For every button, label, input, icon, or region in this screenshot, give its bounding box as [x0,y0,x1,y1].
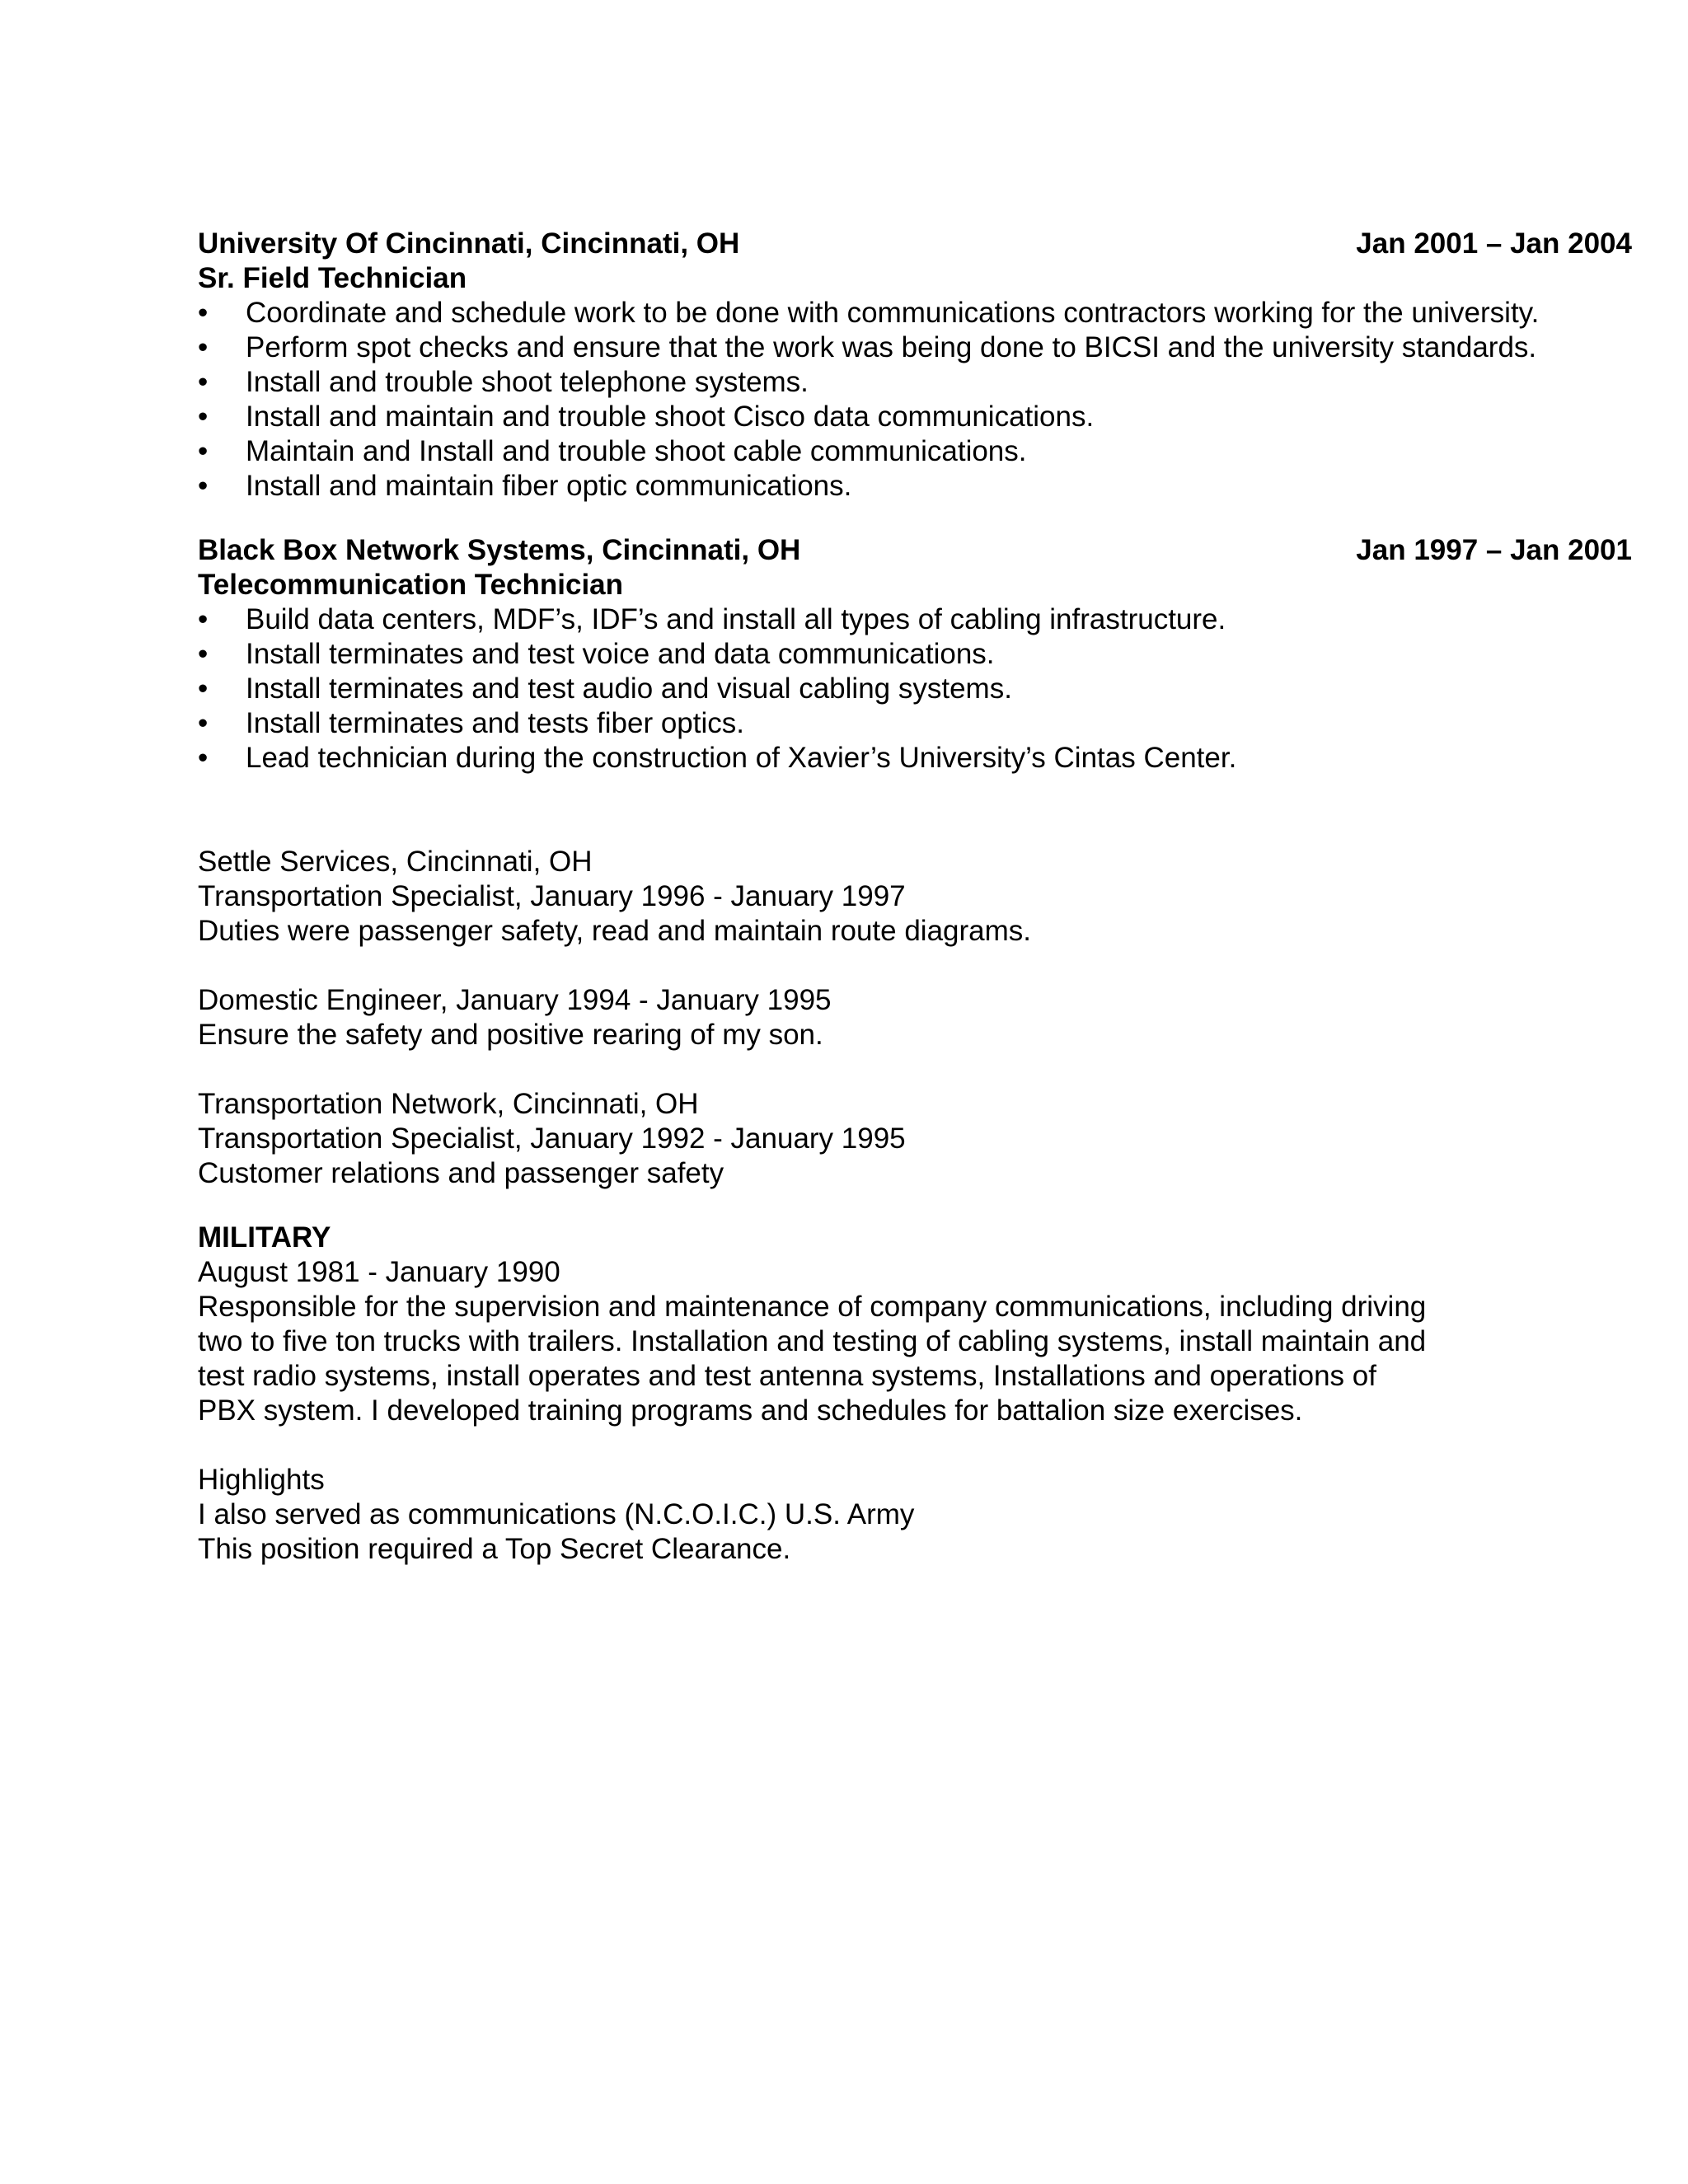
military-dates: August 1981 - January 1990 [198,1256,560,1288]
bullet-icon: • [198,707,209,739]
military-description: Responsible for the supervision and maintenance of company communications, including driving two to five ton trucks with trailers. Installation and testing of cabling systems, install maintain and test radio systems, install operates and test antenna systems, Installations and operations of PBX system. I developed training programs and schedules for battalion size exercises. [198,1291,1427,1427]
military-heading: MILITARY [198,1221,331,1254]
duty-item: • Install terminates and tests fiber optics. [198,707,744,739]
other-job [198,983,1632,1052]
employer: Black Box Network Systems, Cincinnati, OH [198,534,801,566]
other-job-employer: Transportation Network, Cincinnati, OH [198,1088,699,1120]
bullet-icon: • [198,742,209,774]
resume-page [198,227,1632,1567]
bullet-icon: • [198,638,209,670]
other-job-title: Domestic Engineer, January 1994 - January 1995 [198,984,832,1016]
bullet-icon: • [198,401,209,433]
duty-item: • Coordinate and schedule work to be done with communications contractors working for the university. [198,297,1540,329]
other-job [198,1087,1632,1191]
other-job-description: Ensure the safety and positive rearing of my son. [198,1019,823,1051]
other-job-title: Transportation Specialist, January 1996 - January 1997 [198,880,906,912]
employer: University Of Cincinnati, Cincinnati, OH [198,227,740,260]
duty-item: • Maintain and Install and trouble shoot cable communications. [198,435,1027,467]
duty-item: • Install terminates and test voice and data communications. [198,638,995,670]
other-job-description: Customer relations and passenger safety [198,1157,724,1189]
duty-item: • Install and trouble shoot telephone systems. [198,366,809,398]
duty-list [198,296,1632,504]
duty-item: • Build data centers, MDF’s, IDF’s and install all types of cabling infrastructure. [198,603,1226,635]
highlights-heading: Highlights [198,1464,325,1496]
duty-item: • Perform spot checks and ensure that the work was being done to BICSI and the university standards. [198,331,1537,363]
highlight-item: I also served as communications (N.C.O.I.C.) U.S. Army [198,1498,915,1530]
duty-item: • Install and maintain fiber optic communications. [198,470,852,502]
duty-list [198,602,1632,776]
other-job-title: Transportation Specialist, January 1992 - January 1995 [198,1122,906,1155]
job-header [198,227,1632,261]
bullet-icon: • [198,435,209,467]
job-header [198,533,1632,568]
bullet-icon: • [198,297,209,329]
highlight-item: This position required a Top Secret Clearance. [198,1533,791,1565]
other-job [198,845,1632,949]
bullet-icon: • [198,331,209,363]
bullet-icon: • [198,673,209,705]
bullet-icon: • [198,470,209,502]
duty-item: • Lead technician during the construction of Xavier’s University’s Cintas Center. [198,742,1237,774]
job-dates: Jan 1997 – Jan 2001 [1356,534,1632,566]
other-job-description: Duties were passenger safety, read and maintain route diagrams. [198,915,1032,947]
bullet-icon: • [198,366,209,398]
job-dates: Jan 2001 – Jan 2004 [1356,227,1632,260]
duty-item: • Install and maintain and trouble shoot Cisco data communications. [198,401,1095,433]
job-title: Telecommunication Technician [198,569,624,601]
other-job-employer: Settle Services, Cincinnati, OH [198,846,593,878]
bullet-icon: • [198,603,209,635]
job-title: Sr. Field Technician [198,262,467,294]
duty-item: • Install terminates and test audio and visual cabling systems. [198,673,1012,705]
